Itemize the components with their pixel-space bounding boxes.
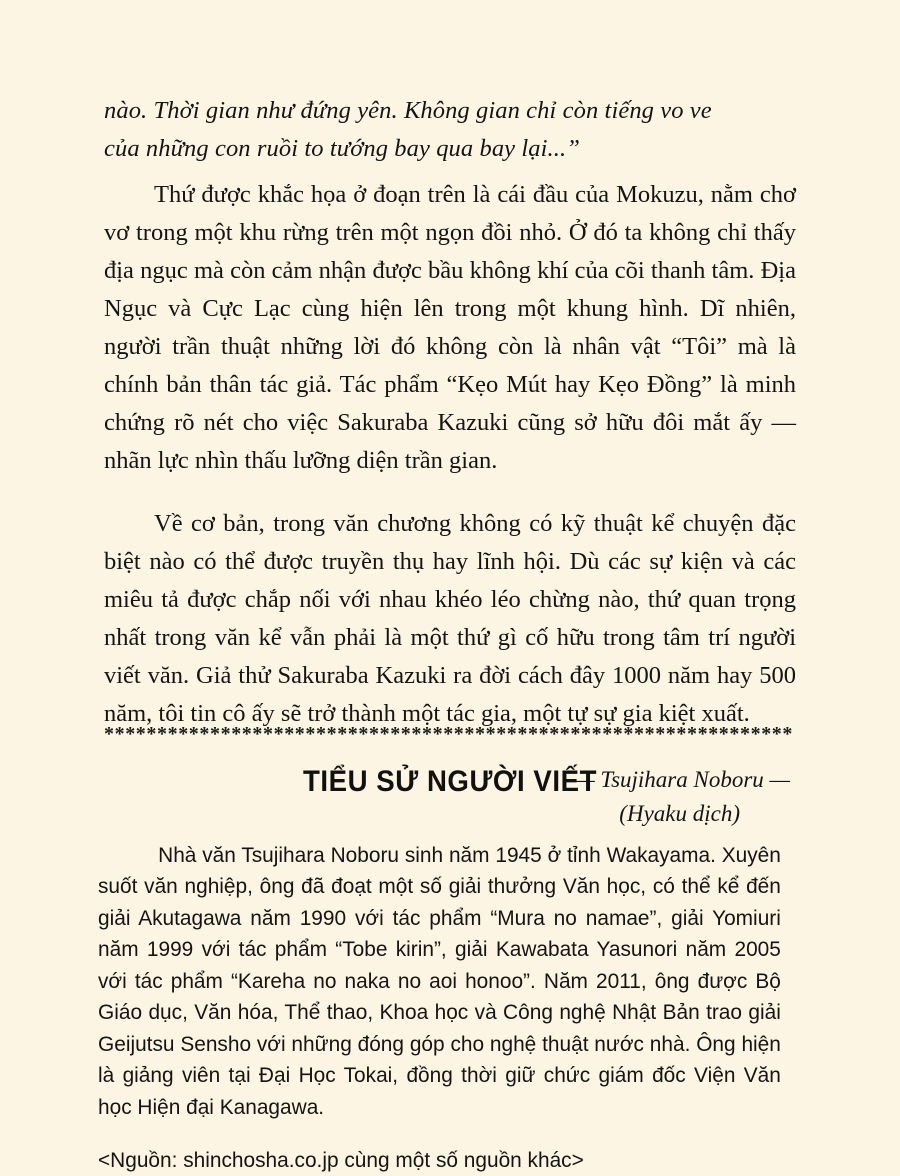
asterisk-divider: ***************************************************************** bbox=[104, 722, 798, 746]
source-note: <Nguồn: shinchosha.co.jp cùng một số nguồn khác> bbox=[98, 1145, 781, 1176]
body-paragraph-2: Về cơ bản, trong văn chương không có kỹ thuật kể chuyện đặc biệt nào có thể được truyền thụ hay lĩnh hội. Dù các sự kiện và các miêu tả được chắp nối với nhau khéo léo chừng nào, thứ quan trọng nhất trong văn kể vẫn phải là một thứ gì cố hữu trong tâm trí người viết văn. Giả thử Sakuraba Kazuki ra đời cách đây 1000 năm hay 500 năm, tôi tin cô ấy sẽ trở thành một tác gia, một tự sự gia kiệt xuất. bbox=[104, 505, 796, 733]
signature-translator: (Hyaku dịch) bbox=[104, 797, 790, 831]
main-text-column bbox=[104, 92, 796, 831]
biography-column bbox=[98, 818, 802, 1176]
biography-paragraph: Nhà văn Tsujihara Noboru sinh năm 1945 ở tỉnh Wakayama. Xuyên suốt văn nghiệp, ông đã đoạt một số giải thưởng Văn học, có thể kể đến giải Akutagawa năm 1990 với tác phẩm “Mura no namae”, giải Yomiuri năm 1999 với tác phẩm “Tobe kirin”, giải Kawabata Yasunori năm 2005 với tác phẩm “Kareha no naka no aoi honoo”. Năm 2011, ông được Bộ Giáo dục, Văn hóa, Thể thao, Khoa học và Công nghệ Nhật Bản trao giải Geijutsu Sensho với những đóng góp cho nghệ thuật nước nhà. Ông hiện là giảng viên tại Đại Học Tokai, đồng thời giữ chức giám đốc Viện Văn học Hiện đại Kanagawa. bbox=[98, 840, 781, 1124]
quote-continuation-line-1: nào. Thời gian như đứng yên. Không gian chỉ còn tiếng vo ve bbox=[104, 92, 796, 130]
quote-continuation-line-2: của những con ruồi to tướng bay qua bay lại...” bbox=[104, 130, 796, 168]
section-heading-biography: TIỂU SỬ NGƯỜI VIẾT bbox=[36, 762, 864, 802]
signature-author: — Tsujihara Noboru — bbox=[574, 767, 790, 792]
body-paragraph-1: Thứ được khắc họa ở đoạn trên là cái đầu của Mokuzu, nằm chơ vơ trong một khu rừng trên một ngọn đồi nhỏ. Ở đó ta không chỉ thấy địa ngục mà còn cảm nhận được bầu không khí của cõi thanh tâm. Địa Ngục và Cực Lạc cùng hiện lên trong một khung hình. Dĩ nhiên, người trần thuật những lời đó không còn là nhân vật “Tôi” mà là chính bản thân tác giả. Tác phẩm “Kẹo Mút hay Kẹo Đồng” là minh chứng rõ nét cho việc Sakuraba Kazuki cũng sở hữu đôi mắt ấy — nhãn lực nhìn thấu lưỡng diện trần gian. bbox=[104, 176, 796, 480]
